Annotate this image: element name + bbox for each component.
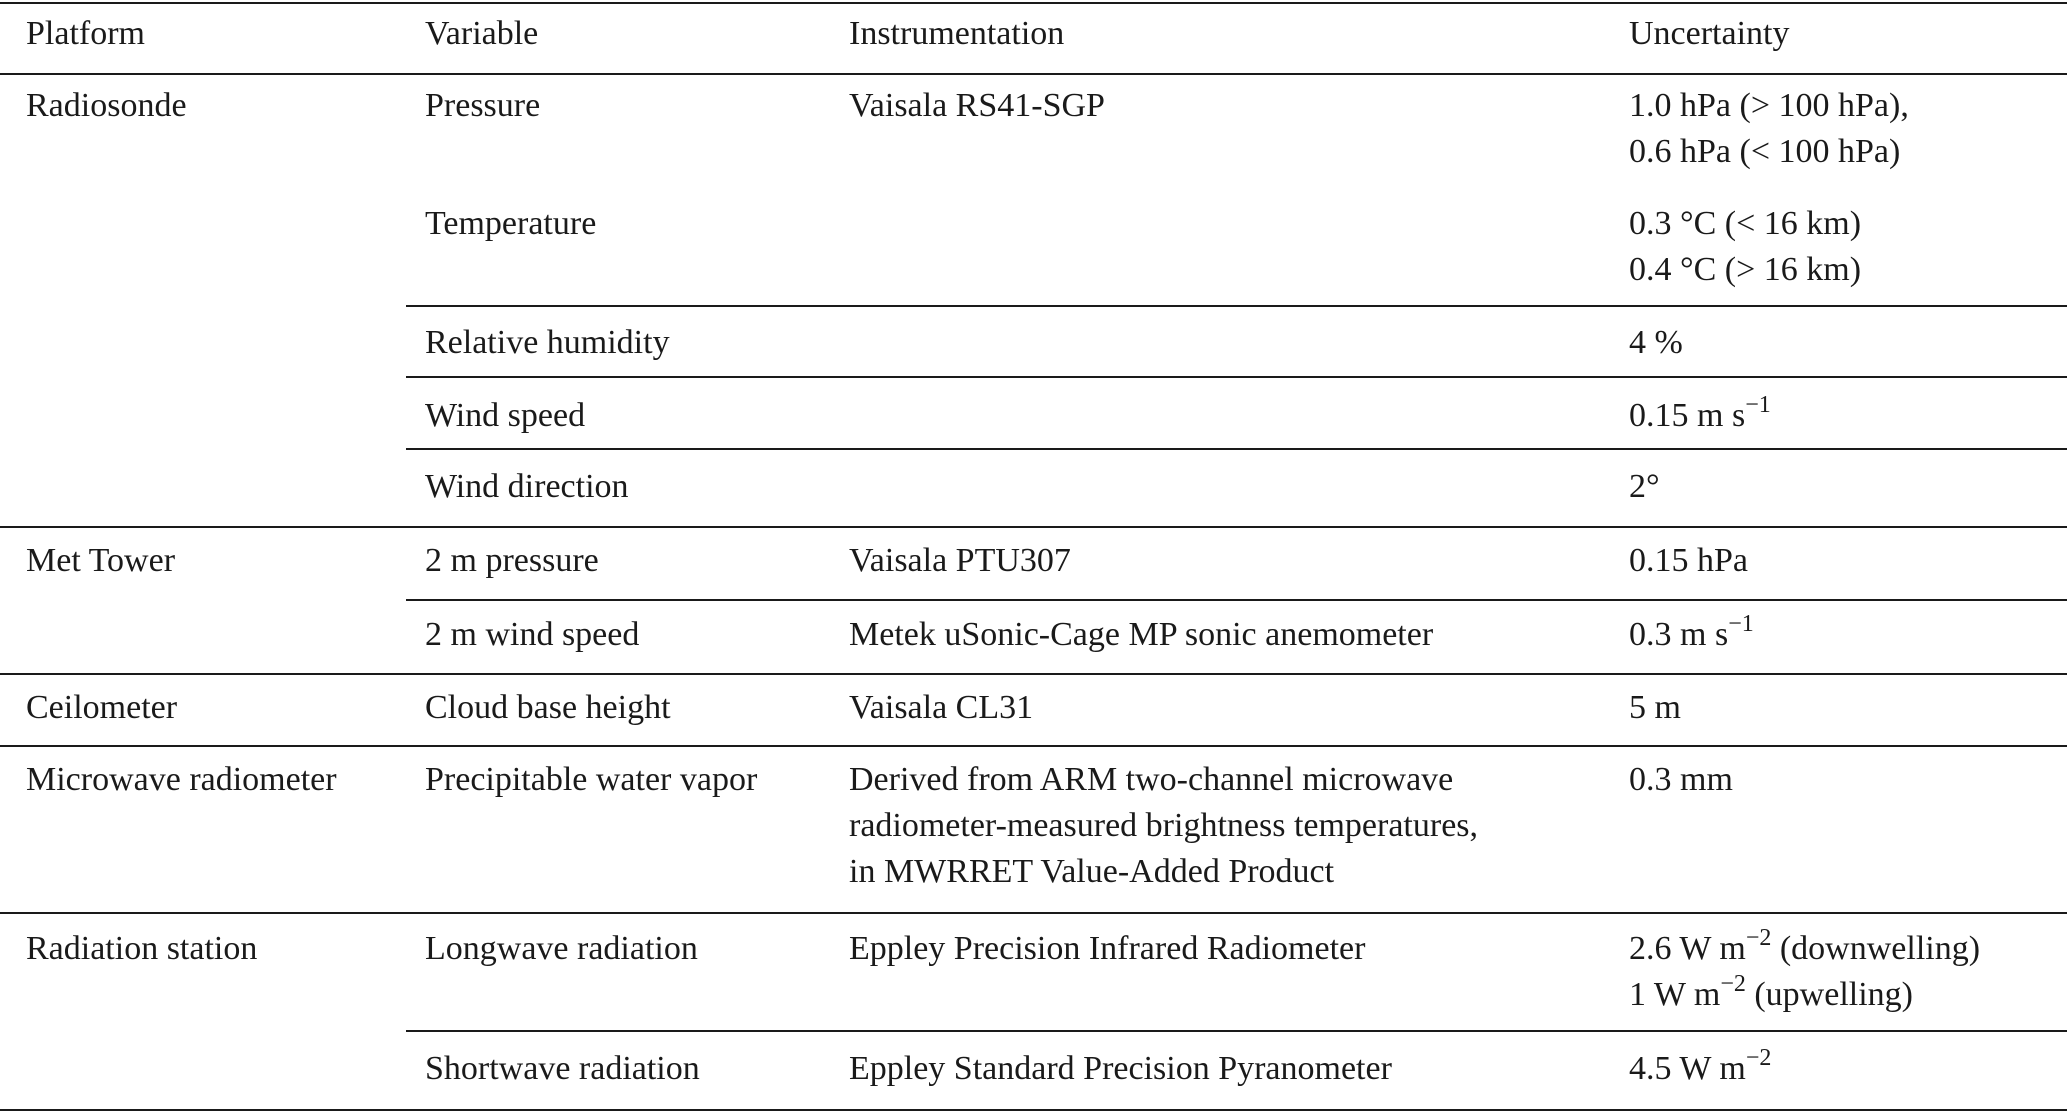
- instrument-line: in MWRRET Value-Added Product: [849, 853, 1335, 890]
- row-divider: [406, 305, 2067, 307]
- uncertainty-shortwave: [1629, 1046, 1771, 1092]
- variable-wind-direction: Wind direction: [425, 468, 629, 505]
- instrument-usonic: Metek uSonic-Cage MP sonic anemometer: [849, 616, 1434, 653]
- row-divider: [406, 599, 2067, 601]
- variable-2m-pressure: 2 m pressure: [425, 542, 599, 579]
- instrument-mwr: [849, 757, 1579, 895]
- instrument-pir: Eppley Precision Infrared Radiometer: [849, 930, 1366, 967]
- row-divider: [0, 912, 2067, 914]
- uncertainty-note: (downwelling): [1771, 930, 1981, 967]
- variable-pwv: Precipitable water vapor: [425, 761, 758, 798]
- instrument-line: radiometer-measured brightness temperatures,: [849, 807, 1479, 844]
- table-bottom-rule: [0, 1109, 2067, 1111]
- instrument-cl31: Vaisala CL31: [849, 689, 1034, 726]
- uncertainty-note: (upwelling): [1745, 976, 1913, 1013]
- uncertainty-wind-direction: 2°: [1629, 468, 1660, 505]
- unit-exponent: −1: [1728, 611, 1754, 637]
- platform-met-tower: Met Tower: [26, 542, 176, 579]
- row-divider: [0, 526, 2067, 528]
- uncertainty-wind-speed: [1629, 393, 1771, 439]
- variable-cloud-base: Cloud base height: [425, 689, 671, 726]
- unit-exponent: −2: [1745, 925, 1772, 951]
- variable-2m-wind-speed: 2 m wind speed: [425, 616, 640, 653]
- header-instrumentation: Instrumentation: [849, 15, 1065, 52]
- instrument-psp: Eppley Standard Precision Pyranometer: [849, 1050, 1392, 1087]
- unit-exponent: −2: [1720, 971, 1746, 997]
- uncertainty-value: 0.3 m s: [1629, 616, 1729, 653]
- platform-ceilometer: Ceilometer: [26, 689, 178, 726]
- uncertainty-pwv: 0.3 mm: [1629, 761, 1733, 798]
- instrument-ptu307: Vaisala PTU307: [849, 542, 1071, 579]
- unit-exponent: −2: [1745, 1045, 1772, 1071]
- header-uncertainty: Uncertainty: [1629, 15, 1790, 52]
- uncertainty-cloud-base: 5 m: [1629, 689, 1681, 726]
- variable-shortwave: Shortwave radiation: [425, 1050, 700, 1087]
- uncertainty-value: 2.6 W m: [1629, 930, 1746, 967]
- variable-pressure: Pressure: [425, 87, 541, 124]
- uncertainty-line: 0.6 hPa (< 100 hPa): [1629, 133, 1901, 170]
- instrument-rs41: Vaisala RS41-SGP: [849, 87, 1105, 124]
- uncertainty-line: [1629, 972, 1980, 1018]
- header-variable: Variable: [425, 15, 539, 52]
- row-divider: [406, 1030, 2067, 1032]
- uncertainty-2m-pressure: 0.15 hPa: [1629, 542, 1748, 579]
- table-top-rule: [0, 2, 2067, 4]
- variable-longwave: Longwave radiation: [425, 930, 698, 967]
- uncertainty-2m-wind-speed: [1629, 612, 1754, 658]
- uncertainty-value: 4.5 W m: [1629, 1050, 1746, 1087]
- uncertainty-longwave: [1629, 926, 1980, 1018]
- uncertainty-temperature: [1629, 201, 1861, 293]
- uncertainty-line: 0.4 °C (> 16 km): [1629, 251, 1862, 288]
- uncertainty-humidity: 4 %: [1629, 324, 1683, 361]
- platform-radiation: Radiation station: [26, 930, 258, 967]
- row-divider: [406, 448, 2067, 450]
- variable-temperature: Temperature: [425, 205, 597, 242]
- variable-wind-speed: Wind speed: [425, 397, 586, 434]
- uncertainty-pressure: [1629, 83, 1909, 175]
- header-platform: Platform: [26, 15, 145, 52]
- uncertainty-line: [1629, 926, 1980, 972]
- uncertainty-line: 0.3 °C (< 16 km): [1629, 205, 1862, 242]
- variable-humidity: Relative humidity: [425, 324, 670, 361]
- row-divider: [406, 376, 2067, 378]
- instrument-line: Derived from ARM two-channel microwave: [849, 761, 1454, 798]
- row-divider: [0, 673, 2067, 675]
- uncertainty-line: 1.0 hPa (> 100 hPa),: [1629, 87, 1909, 124]
- row-divider: [0, 745, 2067, 747]
- platform-microwave: Microwave radiometer: [26, 761, 337, 798]
- platform-radiosonde: Radiosonde: [26, 87, 187, 124]
- uncertainty-value: 0.15 m s: [1629, 397, 1746, 434]
- header-rule: [0, 73, 2067, 75]
- uncertainty-value: 1 W m: [1629, 976, 1721, 1013]
- unit-exponent: −1: [1745, 392, 1771, 418]
